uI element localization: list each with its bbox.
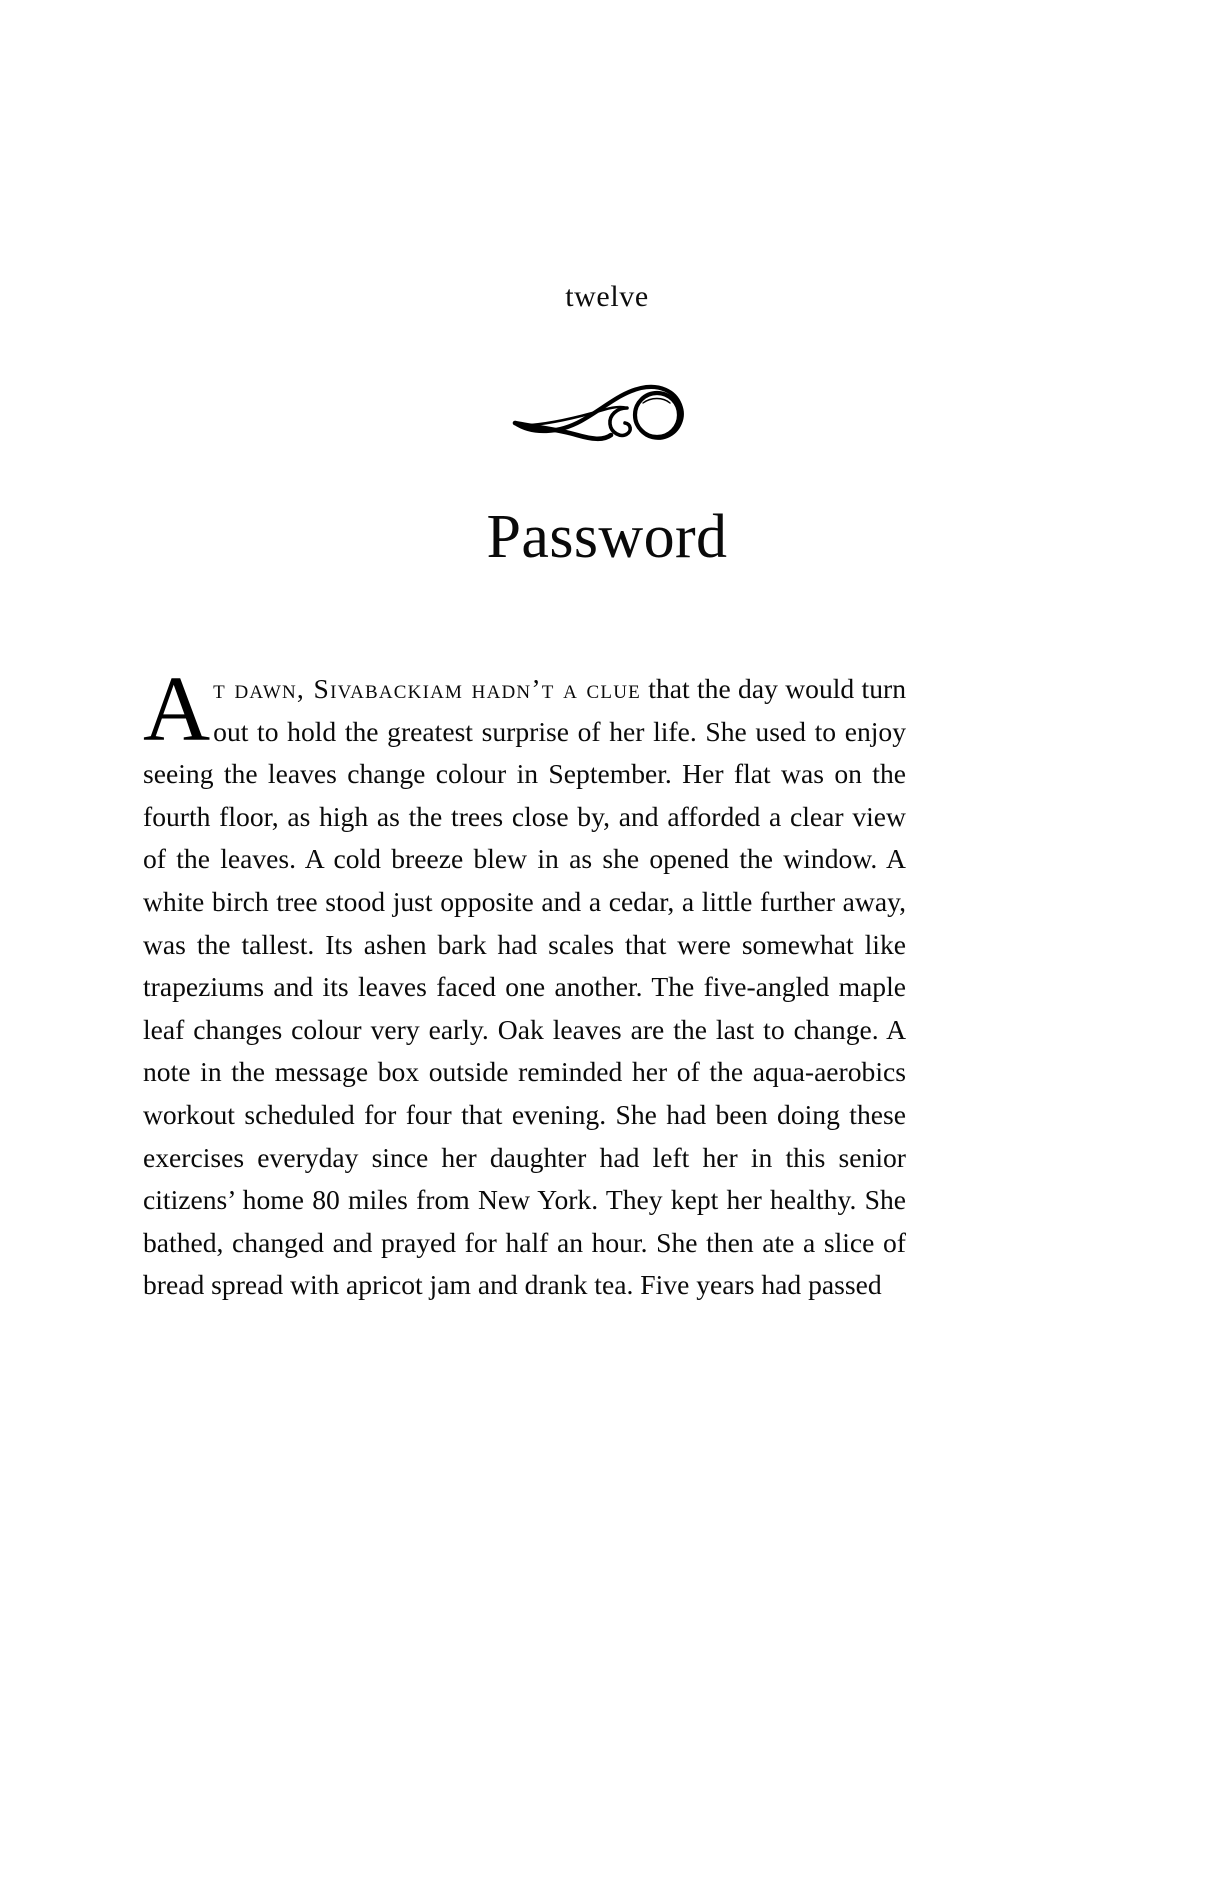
opening-small-caps: t dawn, Sivabackiam hadn’t a clue [213, 673, 641, 704]
body-text-block [143, 658, 907, 1307]
opening-paragraph [143, 658, 907, 1307]
chapter-ornament [0, 368, 1214, 458]
chapter-title: Password [486, 503, 728, 571]
paragraph-body-text: that the day would turn out to hold the greatest surprise of her life. She used to enjoy seeing the leaves change colour in September. Her flat was on the fourth floor, as high as the trees close by, and afforded a clear view of the leaves. A cold breeze blew in as she opened the window. A white birch tree stood just opposite and a cedar, a little further away, was the tallest. Its ashen bark had scales that were somewhat like trapeziums and its leaves faced one another. The five-angled maple leaf changes colour very early. Oak leaves are the last to change. A note in the message box outside reminded her of the aqua-aerobics workout scheduled for four that evening. She had been doing these exercises everyday since her daughter had left her in this senior citizens’ home 80 miles from New York. They kept her healthy. She bathed, changed and prayed for half an hour. She then ate a slice of bread spread with apricot jam and drank tea. Five years had passed [143, 673, 907, 1301]
leaf-swirl-ornament [507, 373, 707, 453]
drop-cap: A [143, 658, 211, 761]
chapter-number: twelve [565, 280, 649, 313]
